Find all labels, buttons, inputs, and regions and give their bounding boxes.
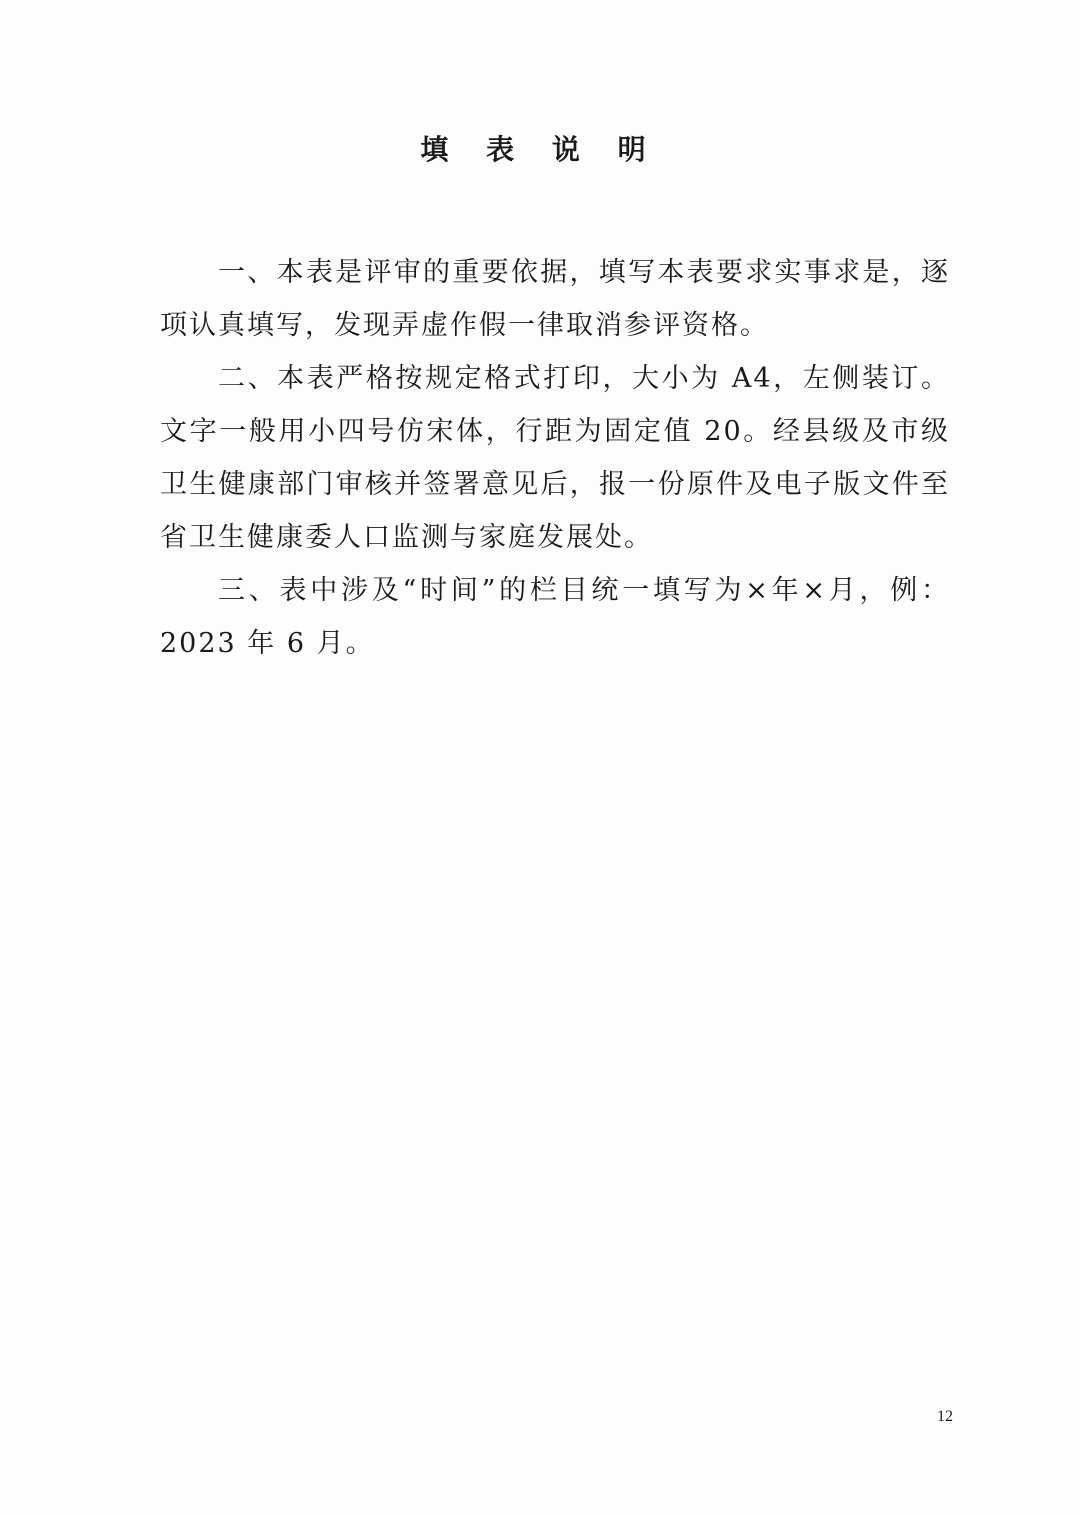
instruction-paragraph-2: 二、本表严格按规定格式打印，大小为 A4，左侧装订。文字一般用小四号仿宋体，行距为固定值 20。经县级及市级卫生健康部门审核并签署意见后，报一份原件及电子版文件至省卫生健康委人口监测与家庭发展处。	[160, 363, 950, 553]
instructions-body	[160, 246, 950, 670]
instruction-paragraph-1: 一、本表是评审的重要依据，填写本表要求实事求是，逐项认真填写，发现弄虚作假一律取消参评资格。	[160, 257, 950, 341]
page-number: 12	[937, 1408, 953, 1425]
page-title: 填 表 说 明	[420, 133, 660, 166]
instruction-paragraph-3: 三、表中涉及“时间”的栏目统一填写为×年×月，例：2023 年 6 月。	[160, 575, 950, 659]
